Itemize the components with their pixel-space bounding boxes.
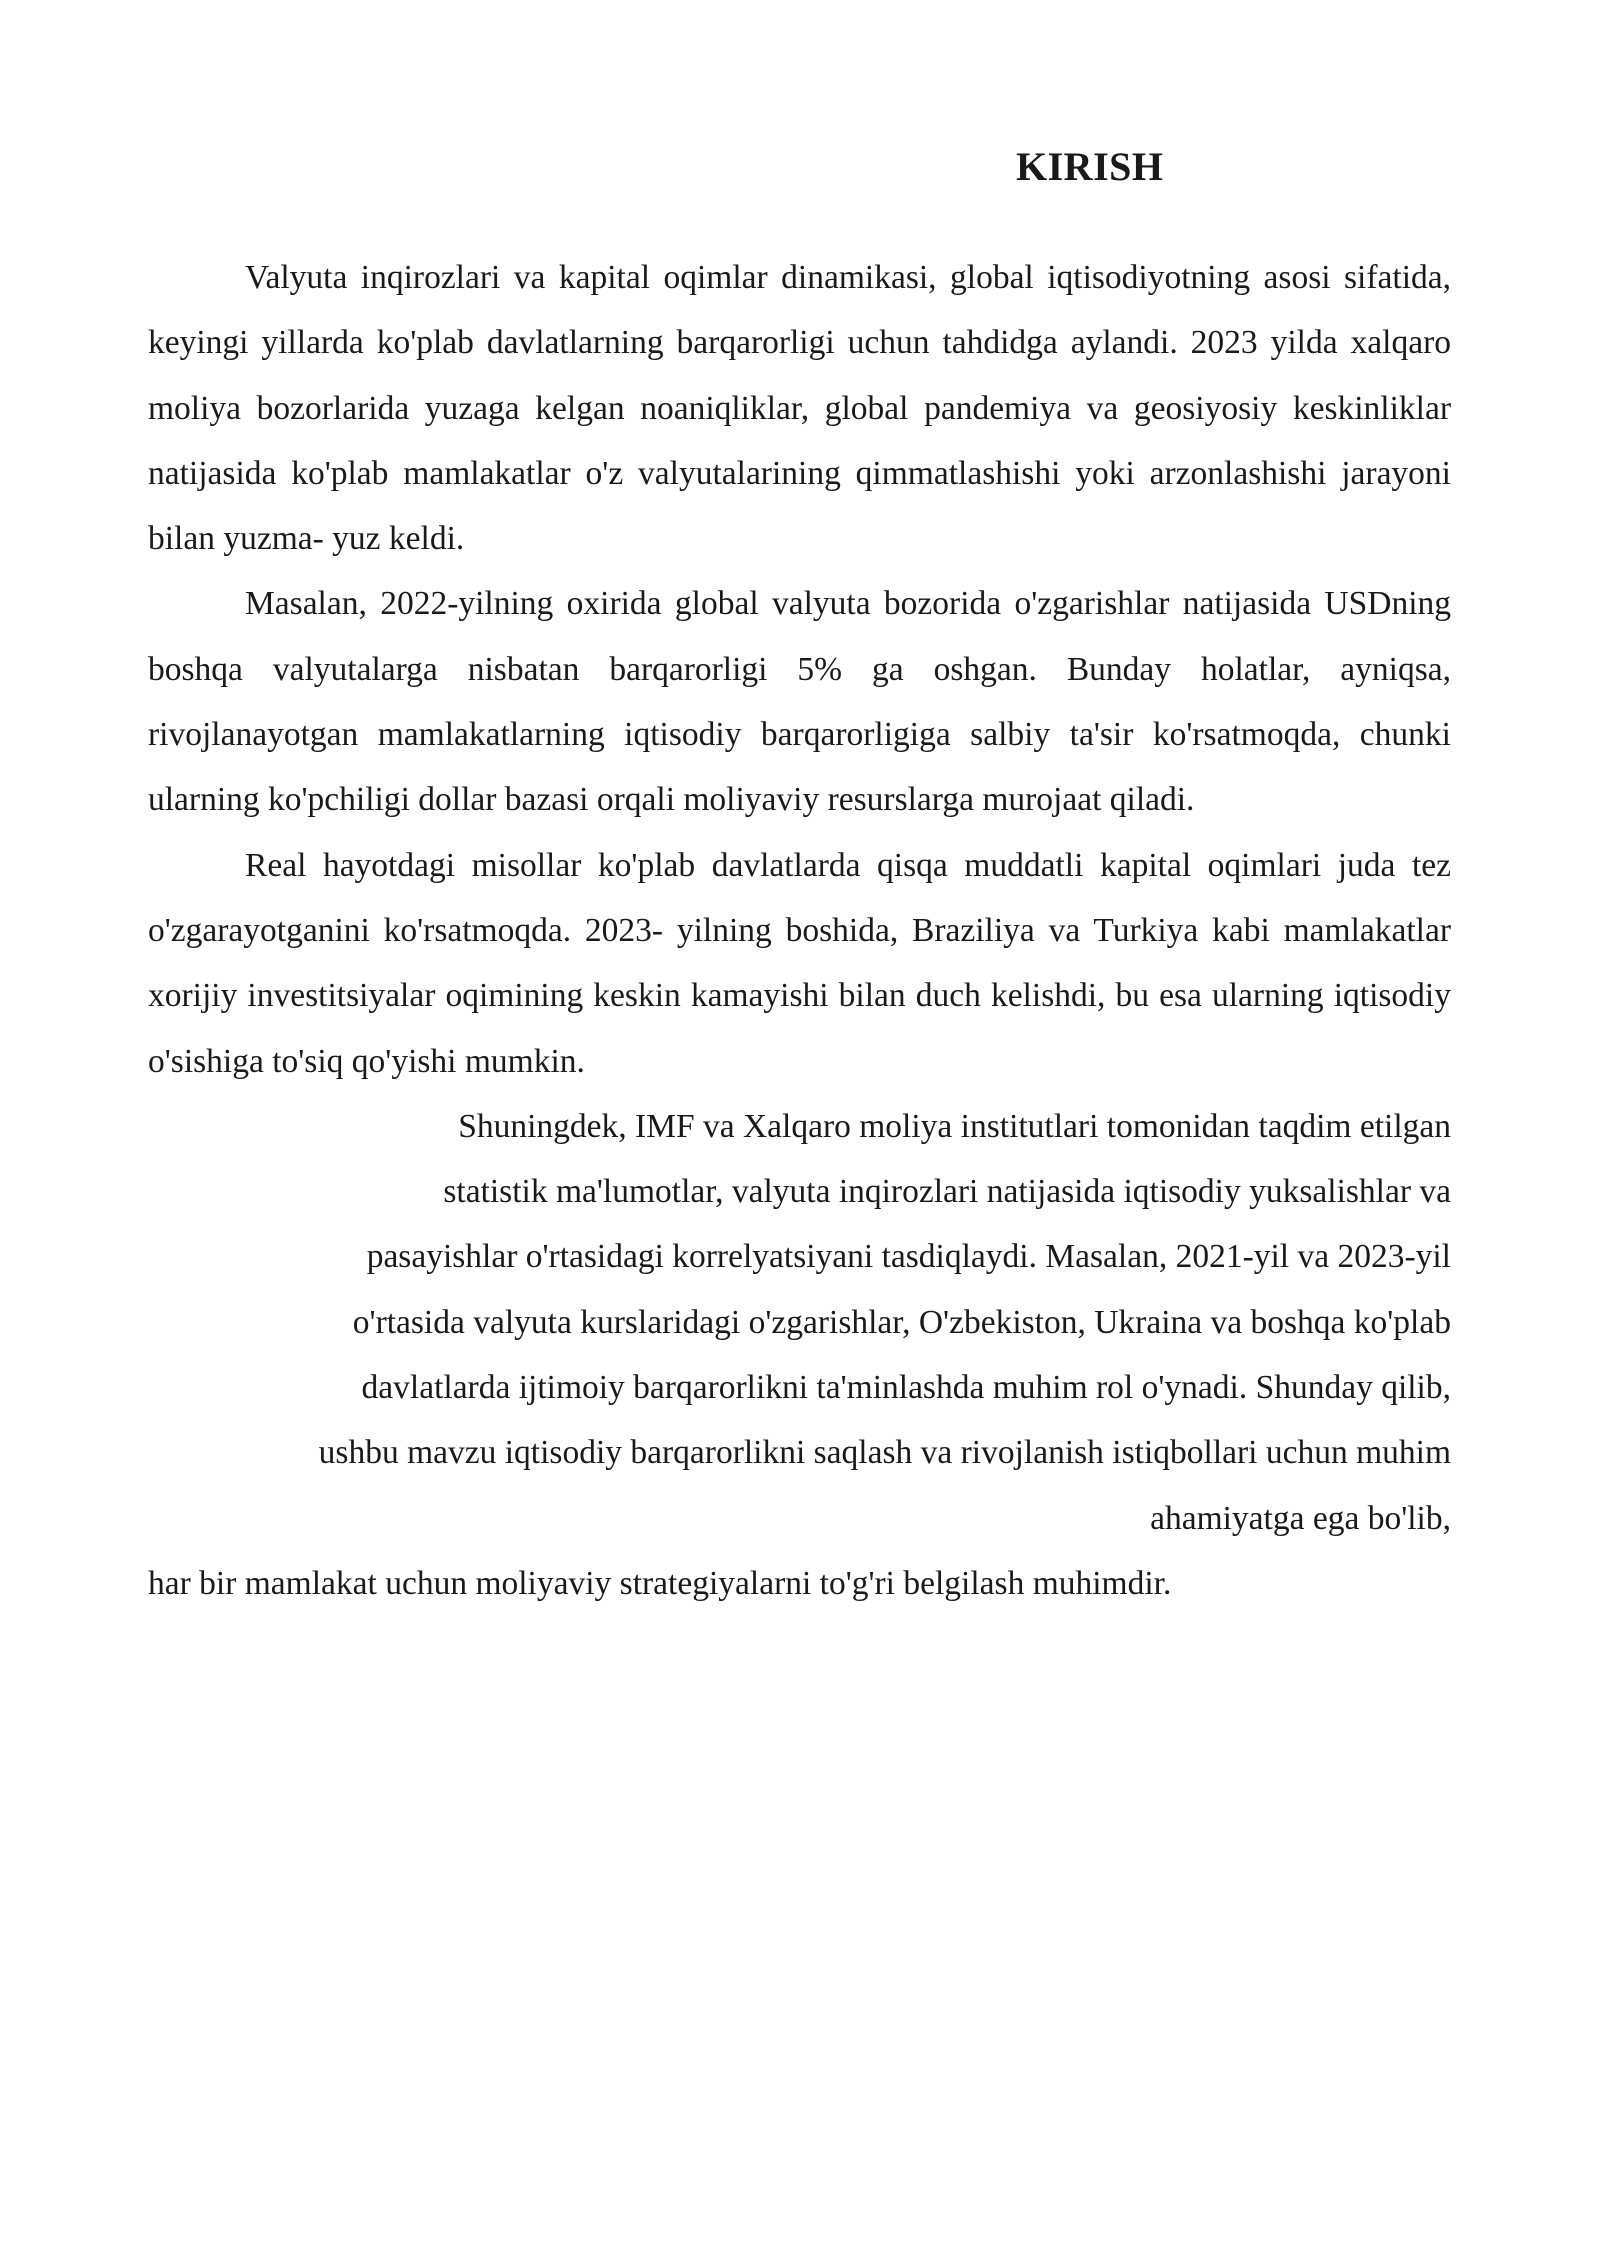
paragraph-1: Valyuta inqirozlari va kapital oqimlar dinamikasi, global iqtisodiyotning asosi sifatida, keyingi yillarda ko'plab davlatlarning barqarorligi uchun tahdidga aylandi. 2023 yilda xalqaro moliya bozorlarida yuzaga kelgan noaniqliklar, global pandemiya va geosiyosiy keskinliklar natijasida ko'plab mamlakatlar o'z valyutalarining qimmatlashishi yoki arzonlashishi jarayoni bilan yuzma- yuz keldi. (148, 259, 1451, 558)
paragraph-2: Masalan, 2022-yilning oxirida global valyuta bozorida o'zgarishlar natijasida USDning boshqa valyutalarga nisbatan barqarorligi 5% ga oshgan. Bunday holatlar, ayniqsa, rivojlanayotgan mamlakatlarning iqtisodiy barqarorligiga salbiy ta'sir ko'rsatmoqda, chunki ularning ko'pchiligi dollar bazasi orqali moliyaviy resurslarga murojaat qiladi. (148, 585, 1451, 819)
right-aligned-line: ahamiyatga ega bo'lib, (1150, 1499, 1451, 1537)
right-aligned-paragraph (148, 1094, 1451, 1551)
right-aligned-line: pasayishlar o'rtasidagi korrelyatsiyani tasdiqlaydi. Masalan, 2021-yil va 2023-yil (366, 1238, 1451, 1276)
right-aligned-line: ushbu mavzu iqtisodiy barqarorlikni saqlash va rivojlanish istiqbollari uchun muhim (318, 1434, 1451, 1472)
closing-line: har bir mamlakat uchun moliyaviy strategiyalarni to'g'ri belgilash muhimdir. (148, 1564, 1172, 1602)
right-aligned-line: o'rtasida valyuta kurslaridagi o'zgarishlar, O'zbekiston, Ukraina va boshqa ko'plab (352, 1303, 1451, 1341)
right-aligned-line: Shuningdek, IMF va Xalqaro moliya institutlari tomonidan taqdim etilgan (458, 1107, 1451, 1145)
paragraph-3: Real hayotdagi misollar ko'plab davlatlarda qisqa muddatli kapital oqimlari juda tez o'zgarayotganini ko'rsatmoqda. 2023- yilning boshida, Braziliya va Turkiya kabi mamlakatlar xorijiy investitsiyalar oqimining keskin kamayishi bilan duch kelishdi, bu esa ularning iqtisodiy o'sishiga to'siq qo'yishi mumkin. (148, 846, 1451, 1080)
page-title: KIRISH (1016, 144, 1164, 189)
right-aligned-line: davlatlarda ijtimoiy barqarorlikni ta'minlashda muhim rol o'ynadi. Shunday qilib, (361, 1369, 1451, 1407)
body-text (148, 245, 1451, 1616)
right-aligned-line: statistik ma'lumotlar, valyuta inqirozlari natijasida iqtisodiy yuksalishlar va (443, 1173, 1451, 1211)
